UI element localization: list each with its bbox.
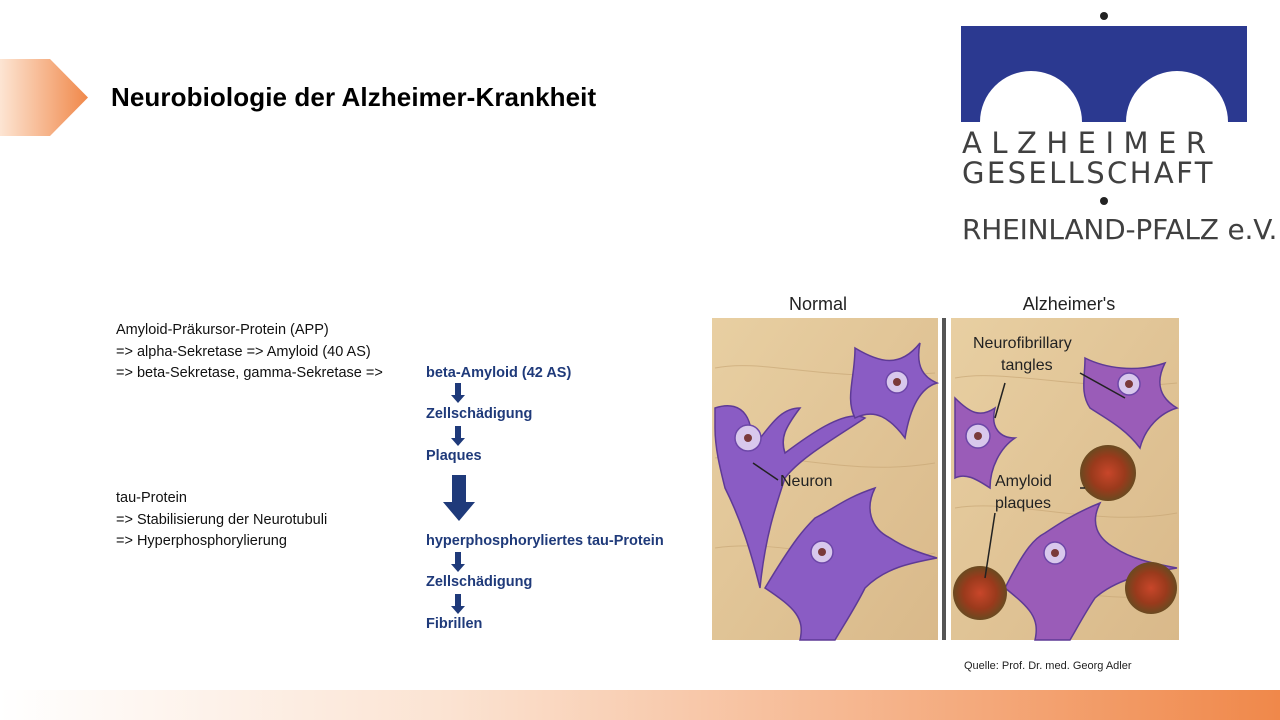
- label-tangles-line-2: tangles: [1001, 357, 1053, 374]
- amyloid-line-1: Amyloid-Präkursor-Protein (APP): [116, 322, 329, 338]
- tau-line-3: => Hyperphosphorylierung: [116, 533, 287, 549]
- logo-line-alzheimer: ALZHEIMER: [962, 126, 1216, 160]
- neuron-comparison-illustration: [705, 288, 1185, 644]
- title-chevron-decoration: [0, 59, 88, 136]
- amyloid-chain-step-1: beta-Amyloid (42 AS): [426, 365, 572, 381]
- label-plaques-line-2: plaques: [995, 495, 1052, 512]
- amyloid-chain-step-2: Zellschädigung: [426, 406, 533, 422]
- logo-line-gesellschaft: GESELLSCHAFT: [962, 156, 1215, 190]
- large-down-arrow-icon: [443, 475, 475, 521]
- label-alzheimers: Alzheimer's: [1022, 294, 1116, 314]
- amyloid-chain-step-3: Plaques: [426, 448, 482, 464]
- tau-chain-step-2: Zellschädigung: [426, 574, 533, 590]
- tau-line-1: tau-Protein: [116, 490, 187, 506]
- down-arrow-icon: [451, 594, 465, 614]
- label-neuron: Neuron: [780, 473, 833, 490]
- down-arrow-icon: [451, 552, 465, 572]
- panel-divider: [942, 318, 946, 640]
- image-source-credit: Quelle: Prof. Dr. med. Georg Adler: [964, 660, 1132, 672]
- amyloid-line-2: => alpha-Sekretase => Amyloid (40 AS): [116, 344, 371, 360]
- label-normal: Normal: [788, 294, 848, 314]
- logo-line-rheinland-pfalz: RHEINLAND-PFALZ e.V.: [962, 213, 1278, 246]
- amyloid-line-3: => beta-Sekretase, gamma-Sekretase =>: [116, 365, 383, 381]
- tau-chain-step-3: Fibrillen: [426, 616, 483, 632]
- tau-chain-step-1: hyperphosphoryliertes tau-Protein: [426, 533, 664, 549]
- tau-line-2: => Stabilisierung der Neurotubuli: [116, 512, 328, 528]
- footer-gradient-bar: [0, 690, 1280, 720]
- down-arrow-icon: [451, 426, 465, 446]
- down-arrow-icon: [451, 383, 465, 403]
- label-tangles-line-1: Neurofibrillary: [973, 335, 1072, 352]
- label-plaques-line-1: Amyloid: [995, 473, 1052, 490]
- slide-title: Neurobiologie der Alzheimer-Krankheit: [111, 82, 597, 112]
